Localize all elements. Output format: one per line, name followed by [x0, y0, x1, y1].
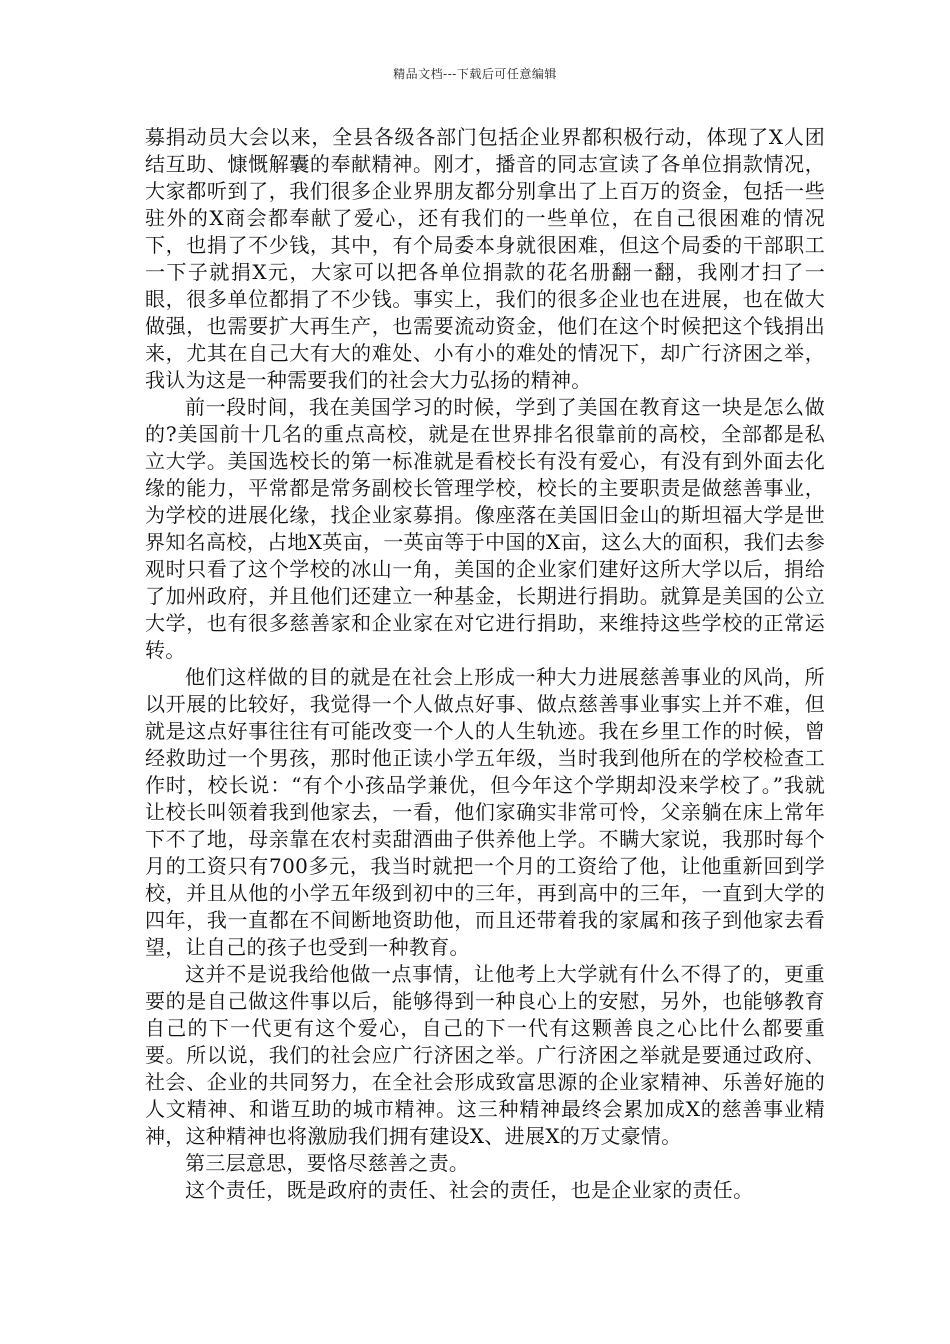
paragraph-2: 前一段时间，我在美国学习的时候，学到了美国在教育这一块是怎么做的?美国前十几名的重点高校，就是在世界排名很靠前的高校，全部都是私立大学。美国选校长的第一标准就是看校长有没有爱心，有没有到外面去化缘的能力，平常都是常务副校长管理学校，校长的主要职责是做慈善事业，为学校的进展化缘，找企业家募捐。像座落在美国旧金山的斯坦福大学是世界知名高校，占地X英亩，一英亩等于中国的X亩，这么大的面积，我们去参观时只看了这个学校的冰山一角，美国的企业家们建好这所大学以后，捐给了加州政府，并且他们还建立一种基金，长期进行捐助。就算是美国的公立大学，也有很多慈善家和企业家在对它进行捐助，来维持这些学校的正常运转。: [145, 395, 825, 662]
paragraph-6: 这个责任，既是政府的责任、社会的责任，也是企业家的责任。: [185, 1178, 754, 1202]
paragraph-5: 第三层意思，要恪尽慈善之责。: [185, 1151, 470, 1175]
paragraph-4: 这并不是说我给他做一点事情，让他考上大学就有什么不得了的，更重要的是自己做这件事以后，能够得到一种良心上的安慰，另外，也能够教育自己的下一代更有这个爱心，自己的下一代有这颗善良之心比什么都要重要。所以说，我们的社会应广行济困之举。广行济困之举就是要通过政府、社会、企业的共同努力，在全社会形成致富思源的企业家精神、乐善好施的人文精神、和谐互助的城市精神。这三种精神最终会累加成X的慈善事业精神，这种精神也将激励我们拥有建设X、进展X的万丈豪情。: [145, 962, 825, 1148]
paragraph-1: 募捐动员大会以来，全县各级各部门包括企业界都积极行动，体现了X人团结互助、慷慨解囊的奉献精神。刚才，播音的同志宣读了各单位捐款情况，大家都听到了，我们很多企业界朋友都分别拿出了上百万的资金，包括一些驻外的X商会都奉献了爱心，还有我们的一些单位，在自己很困难的情况下，也捐了不少钱，其中，有个局委本身就很困难，但这个局委的干部职工一下子就捐X元，大家可以把各单位捐款的花名册翻一翻，我刚才扫了一眼，很多单位都捐了不少钱。事实上，我们的很多企业也在进展，也在做大做强，也需要扩大再生产，也需要流动资金，他们在这个时候把这个钱捐出来，尤其在自己大有大的难处、小有小的难处的情况下，却广行济困之举，我认为这是一种需要我们的社会大力弘扬的精神。: [145, 125, 825, 392]
page-header: 精品文档---下载后可任意编辑: [393, 67, 557, 81]
paragraph-3: 他们这样做的目的就是在社会上形成一种大力进展慈善事业的风尚，所以开展的比较好，我觉得一个人做点好事、做点慈善事业事实上并不难，但就是这点好事往往有可能改变一个人的人生轨迹。我在乡里工作的时候，曾经救助过一个男孩，那时他正读小学五年级，当时我到他所在的学校检查工作时，校长说：“有个小孩品学兼优，但今年这个学期却没来学校了。”我就让校长叫领着我到他家去，一看，他们家确实非常可怜，父亲躺在床上常年下不了地，母亲靠在农村卖甜酒曲子供养他上学。不瞒大家说，我那时每个月的工资只有700多元，我当时就把一个月的工资给了他，让他重新回到学校，并且从他的小学五年级到初中的三年，再到高中的三年，一直到大学的四年，我一直都在不间断地资助他，而且还带着我的家属和孩子到他家去看望，让自己的孩子也受到一种教育。: [145, 665, 825, 959]
document-body: [145, 124, 825, 1204]
